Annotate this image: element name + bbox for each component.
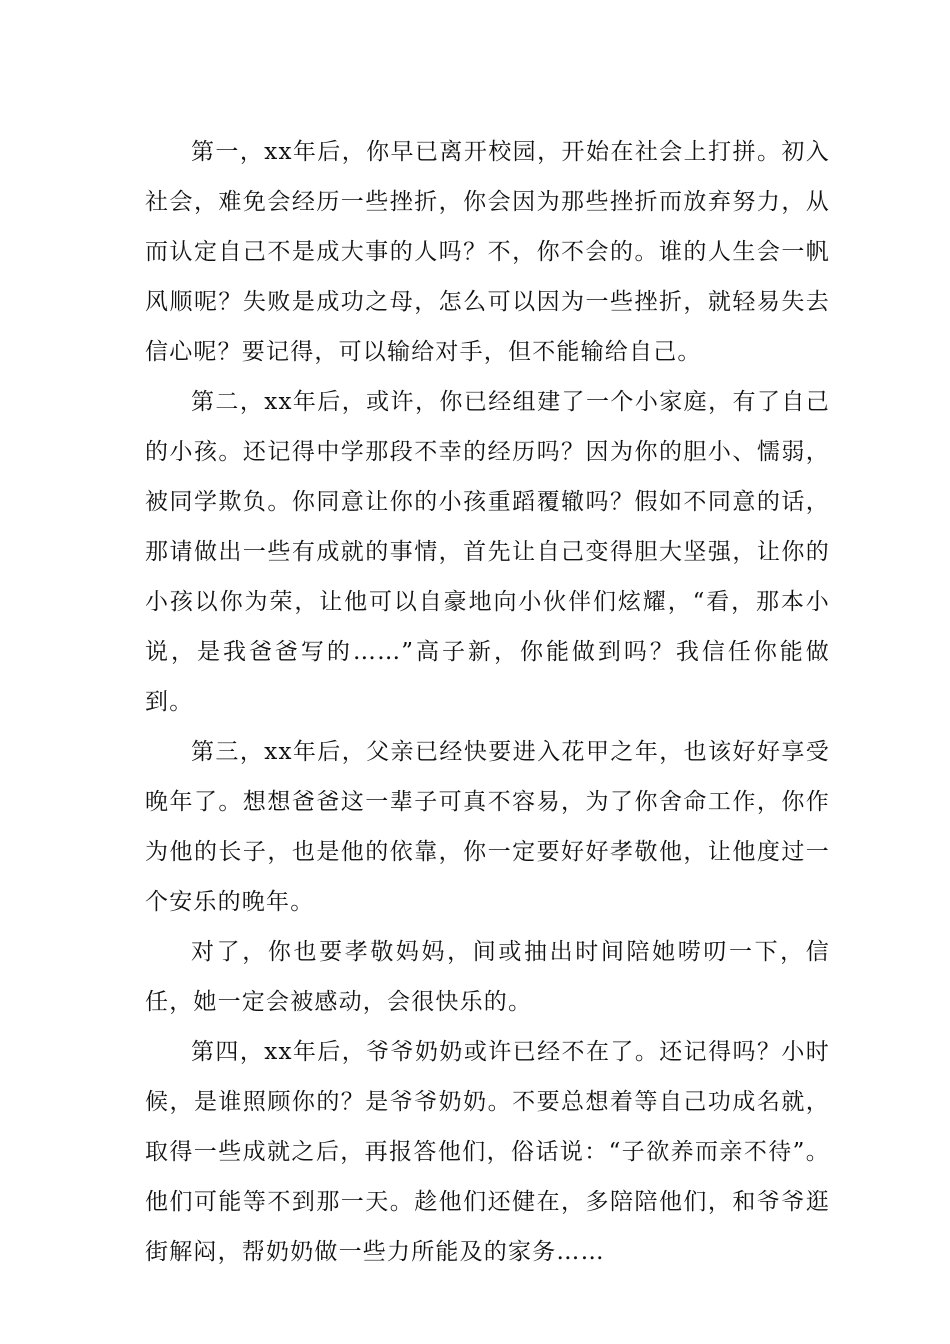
paragraph-1: 第一，xx年后，你早已离开校园，开始在社会上打拼。初入社会，难免会经历一些挫折，你会因为那些挫折而放弃努力，从而认定自己不是成大事的人吗？不，你不会的。谁的人生会一帆风顺呢？失败是成功之母，怎么可以因为一些挫折，就轻易失去信心呢？要记得，可以输给对手，但不能输给自己。	[145, 139, 830, 365]
paragraph-4: 对了，你也要孝敬妈妈，间或抽出时间陪她唠叨一下，信任，她一定会被感动，会很快乐的。	[145, 939, 830, 1015]
document-body	[145, 127, 830, 1277]
paragraph-5: 第四，xx年后，爷爷奶奶或许已经不在了。还记得吗？小时候，是谁照顾你的？是爷爷奶奶。不要总想着等自己功成名就，取得一些成就之后，再报答他们，俗话说：“子欲养而亲不待”。他们可能等不到那一天。趁他们还健在，多陪陪他们，和爷爷逛街解闷，帮奶奶做一些力所能及的家务……	[145, 1039, 830, 1265]
paragraph-2: 第二，xx年后，或许，你已经组建了一个小家庭，有了自己的小孩。还记得中学那段不幸的经历吗？因为你的胆小、懦弱，被同学欺负。你同意让你的小孩重蹈覆辙吗？假如不同意的话，那请做出一些有成就的事情，首先让自己变得胆大坚强，让你的小孩以你为荣，让他可以自豪地向小伙伴们炫耀，“看，那本小说，是我爸爸写的……”高子新，你能做到吗？我信任你能做到。	[145, 389, 830, 715]
paragraph-3: 第三，xx年后，父亲已经快要进入花甲之年，也该好好享受晚年了。想想爸爸这一辈子可真不容易，为了你舍命工作，你作为他的长子，也是他的依靠，你一定要好好孝敬他，让他度过一个安乐的晚年。	[145, 739, 830, 915]
